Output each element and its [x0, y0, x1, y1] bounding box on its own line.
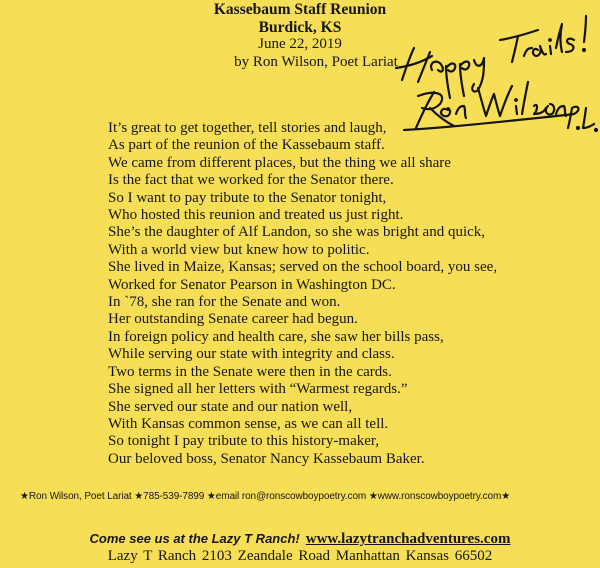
poem-line: In `78, she ran for the Senate and won.: [108, 294, 341, 311]
event-title: Kassebaum Staff Reunion: [213, 1, 387, 18]
poem-line: Two terms in the Senate were then in the cards.: [108, 363, 392, 380]
contact-line: ★Ron Wilson, Poet Lariat ★785-539-7899 ★email ron@ronscowboypoetry.com ★www.ronscowboypoetry.com★: [20, 491, 511, 502]
poem-line: As part of the reunion of the Kassebaum staff.: [108, 137, 385, 154]
poem-body: [108, 120, 497, 468]
poem-line: It’s great to get together, tell stories and laugh,: [108, 120, 387, 136]
poem-line: She signed all her letters with “Warmest regards.”: [108, 381, 408, 398]
poem-line: Who hosted this reunion and treated us just right.: [108, 207, 404, 224]
poem-line: She lived in Maize, Kansas; served on the school board, you see,: [108, 259, 498, 276]
author-byline: by Ron Wilson, Poet Lariat: [234, 53, 398, 70]
poem-line: While serving our state with integrity and class.: [108, 346, 395, 363]
poem-line: She served our state and our nation well,: [108, 398, 353, 415]
poem-line: So tonight I pay tribute to this history-maker,: [108, 433, 380, 450]
promo-cta: Come see us at the Lazy T Ranch!: [89, 531, 300, 546]
event-date: June 22, 2019: [258, 36, 342, 52]
poem-line: Our beloved boss, Senator Nancy Kassebaum Baker.: [108, 450, 425, 467]
poem-line: Her outstanding Senate career had begun.: [108, 311, 358, 328]
ranch-address: Lazy T Ranch 2103 Zeandale Road Manhattan Kansas 66502: [107, 548, 493, 564]
poem-line: We came from different places, but the thing we all share: [108, 154, 451, 171]
poem-line: Is the fact that we worked for the Senator there.: [108, 172, 394, 189]
poem-line: Worked for Senator Pearson in Washington DC.: [108, 276, 396, 293]
event-location: Burdick, KS: [258, 18, 342, 36]
poem-line: In foreign policy and health care, she saw her bills pass,: [108, 328, 444, 345]
poem-line: She’s the daughter of Alf Landon, so she was bright and quick,: [108, 224, 486, 241]
poem-line: So I want to pay tribute to the Senator tonight,: [108, 189, 387, 206]
poem-line: With a world view but knew how to politic.: [108, 241, 370, 258]
ranch-promo: [0, 530, 600, 565]
ranch-website-link[interactable]: www.lazytranchadventures.com: [305, 531, 511, 547]
poem-line: With Kansas common sense, as we can all tell.: [108, 415, 389, 432]
